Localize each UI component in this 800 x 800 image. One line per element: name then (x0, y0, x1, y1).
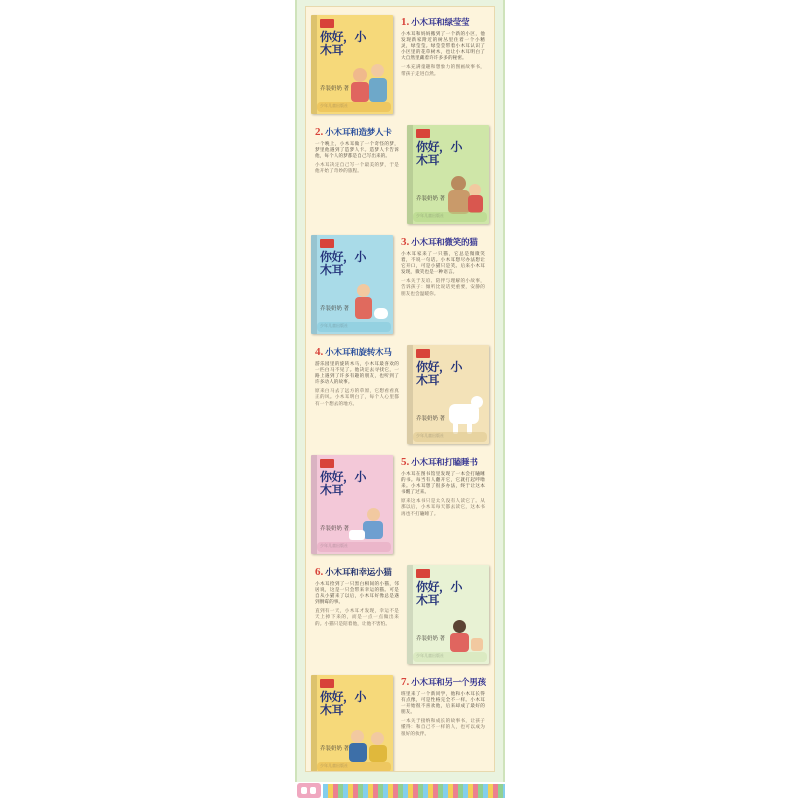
cover-ground (413, 652, 487, 662)
list-item[interactable] (309, 451, 491, 559)
entry-body (315, 361, 399, 407)
list-item[interactable] (309, 11, 491, 119)
cover-spine (311, 455, 317, 554)
entry-text-panel (397, 13, 489, 116)
entry-title: 小木耳和微笑的猫 (411, 237, 478, 247)
cover-spine (311, 675, 317, 772)
entry-text-panel (397, 673, 489, 772)
book-cover[interactable] (311, 235, 393, 334)
publisher-logo-icon (297, 783, 321, 798)
entry-paragraph: 小木耳决定自己写一个最美的梦，于是他开始了奇妙的旅程。 (315, 162, 399, 174)
entry-paragraph: 原来白马去了远方的草原，它想看看真正的风。小木耳明白了，每个人心里都有一个想去的地方。 (315, 388, 399, 406)
footer-stripe (323, 784, 505, 798)
entry-paragraph: 直到有一天，小木耳才发现，幸运不是天上掉下来的，而是一点一点做出来的。小猫只是陪着他，让他不害怕。 (315, 608, 399, 626)
entry-title: 小木耳和绿莹莹 (411, 17, 470, 27)
cover-spine (407, 345, 413, 444)
book-cover[interactable] (311, 15, 393, 114)
book-cover[interactable] (407, 565, 489, 664)
cover-ground (317, 762, 391, 772)
cover-ground (317, 322, 391, 332)
entry-body (315, 141, 399, 174)
entry-heading (401, 17, 485, 28)
entry-title: 小木耳和旋转木马 (325, 347, 392, 357)
entry-text-panel (397, 453, 489, 556)
cover-spine (311, 235, 317, 334)
green-frame (295, 0, 505, 782)
cover-author: 乔装奶奶 著 (416, 196, 446, 202)
cover-author: 乔装奶奶 著 (416, 416, 446, 422)
list-item[interactable] (309, 341, 491, 449)
entry-paragraph: 游乐园里的旋转木马，小木耳最喜欢的一匹白马不见了。他决定去寻找它，一路上遇到了许多有趣的朋友，也听到了许多动人的故事。 (315, 361, 399, 385)
entry-heading (401, 457, 485, 468)
book-cover[interactable] (407, 345, 489, 444)
cover-ground (317, 102, 391, 112)
entry-paragraph: 小木耳在图书馆里发现了一本会打瞌睡的书。每当有人翻开它，它就打起呼噜来。小木耳想了很多办法，终于让这本书醒了过来。 (401, 471, 485, 495)
entry-paragraph: 原来这本书只是太久没有人读它了。从那以后，小木耳每天都去读它，这本书再也不打瞌睡了。 (401, 498, 485, 516)
entry-body (401, 31, 485, 77)
cover-badge (416, 349, 430, 358)
cover-ground (413, 212, 487, 222)
entry-paragraph: 班里来了一个新同学，他和小木耳长得有点像，可是性格完全不一样。小木耳一开始很不喜欢他，后来却成了最好的朋友。 (401, 691, 485, 715)
book-cover[interactable] (407, 125, 489, 224)
book-cover[interactable] (311, 675, 393, 772)
entry-paragraph: 一本充满童趣和想象力的图画故事书，带孩子走进自然。 (401, 64, 485, 76)
cover-ground (317, 542, 391, 552)
list-item[interactable] (309, 671, 491, 772)
entry-heading (401, 677, 485, 688)
entry-text-panel (311, 123, 403, 226)
entry-text-panel (311, 563, 403, 666)
entry-number: 1. (401, 16, 410, 28)
list-item[interactable] (309, 121, 491, 229)
entry-body (401, 691, 485, 737)
entry-paragraph: 一本关于友谊、陪伴与理解的小故事，告诉孩子：倾听比说话更重要，安静的朋友也会温暖你。 (401, 278, 485, 296)
entry-heading (315, 567, 399, 578)
entry-title: 小木耳和另一个男孩 (411, 677, 486, 687)
entry-number: 2. (315, 126, 324, 138)
cover-author: 乔装奶奶 著 (320, 306, 350, 312)
entry-body (401, 471, 485, 517)
entry-heading (315, 347, 399, 358)
cover-spine (407, 565, 413, 664)
entry-body (401, 251, 485, 297)
cover-badge (416, 569, 430, 578)
entry-paragraph: 小木耳和妈妈搬到了一个新的小区，他发现新家附近的树丛里住着一个小精灵，绿莹莹。绿莹莹带着小木耳认识了小区里的花草树木，也让小木耳明白了大自然里藏着许许多多的秘密。 (401, 31, 485, 61)
cover-title: 你好，小木耳 (320, 30, 367, 57)
cover-spine (311, 15, 317, 114)
entry-paragraph: 一本关于接纳和成长的故事书，让孩子懂得：和自己不一样的人，也可以成为很好的伙伴。 (401, 718, 485, 736)
entry-text-panel (311, 343, 403, 446)
entry-number: 6. (315, 566, 324, 578)
entry-number: 7. (401, 676, 410, 688)
cover-title: 你好，小木耳 (416, 140, 463, 167)
cover-author: 乔装奶奶 著 (416, 636, 446, 642)
cover-badge (320, 19, 334, 28)
list-item[interactable] (309, 231, 491, 339)
cover-author: 乔装奶奶 著 (320, 746, 350, 752)
cover-spine (407, 125, 413, 224)
list-item[interactable] (309, 561, 491, 669)
cover-badge (320, 679, 334, 688)
entry-paragraph: 一个晚上，小木耳做了一个奇怪的梦，梦里他遇到了造梦人卡。造梦人卡告诉他，每个人的梦都是自己写出来的。 (315, 141, 399, 159)
book-cover[interactable] (311, 455, 393, 554)
cover-author: 乔装奶奶 著 (320, 526, 350, 532)
cover-badge (416, 129, 430, 138)
cover-title: 你好，小木耳 (416, 360, 463, 387)
entry-heading (315, 127, 399, 138)
cover-badge (320, 239, 334, 248)
entry-number: 3. (401, 236, 410, 248)
cover-author: 乔装奶奶 著 (320, 86, 350, 92)
entry-paragraph: 小木耳捡到了一只黑白相间的小猫，邻居说，这是一只会带来幸运的猫。可是自从小猫来了以后，小木耳好像总是遇到倒霉的事。 (315, 581, 399, 605)
cover-title: 你好，小木耳 (416, 580, 463, 607)
entry-body (315, 581, 399, 627)
entry-heading (401, 237, 485, 248)
cover-title: 你好，小木耳 (320, 470, 367, 497)
entry-number: 4. (315, 346, 324, 358)
entry-number: 5. (401, 456, 410, 468)
entry-title: 小木耳和打瞌睡书 (411, 457, 478, 467)
cover-title: 你好，小木耳 (320, 250, 367, 277)
entry-list (306, 7, 494, 771)
entry-paragraph: 小木耳家来了一只猫，它总是微微笑着，不说一句话。小木耳想尽办法想让它开口，可是小猫只是笑。后来小木耳发现，微笑也是一种语言。 (401, 251, 485, 275)
footer-bar (295, 782, 505, 800)
entry-text-panel (397, 233, 489, 336)
cover-badge (320, 459, 334, 468)
entry-title: 小木耳和幸运小猫 (325, 567, 392, 577)
cover-title: 你好，小木耳 (320, 690, 367, 717)
entry-title: 小木耳和造梦人卡 (325, 127, 392, 137)
cover-ground (413, 432, 487, 442)
content-panel (305, 6, 495, 772)
